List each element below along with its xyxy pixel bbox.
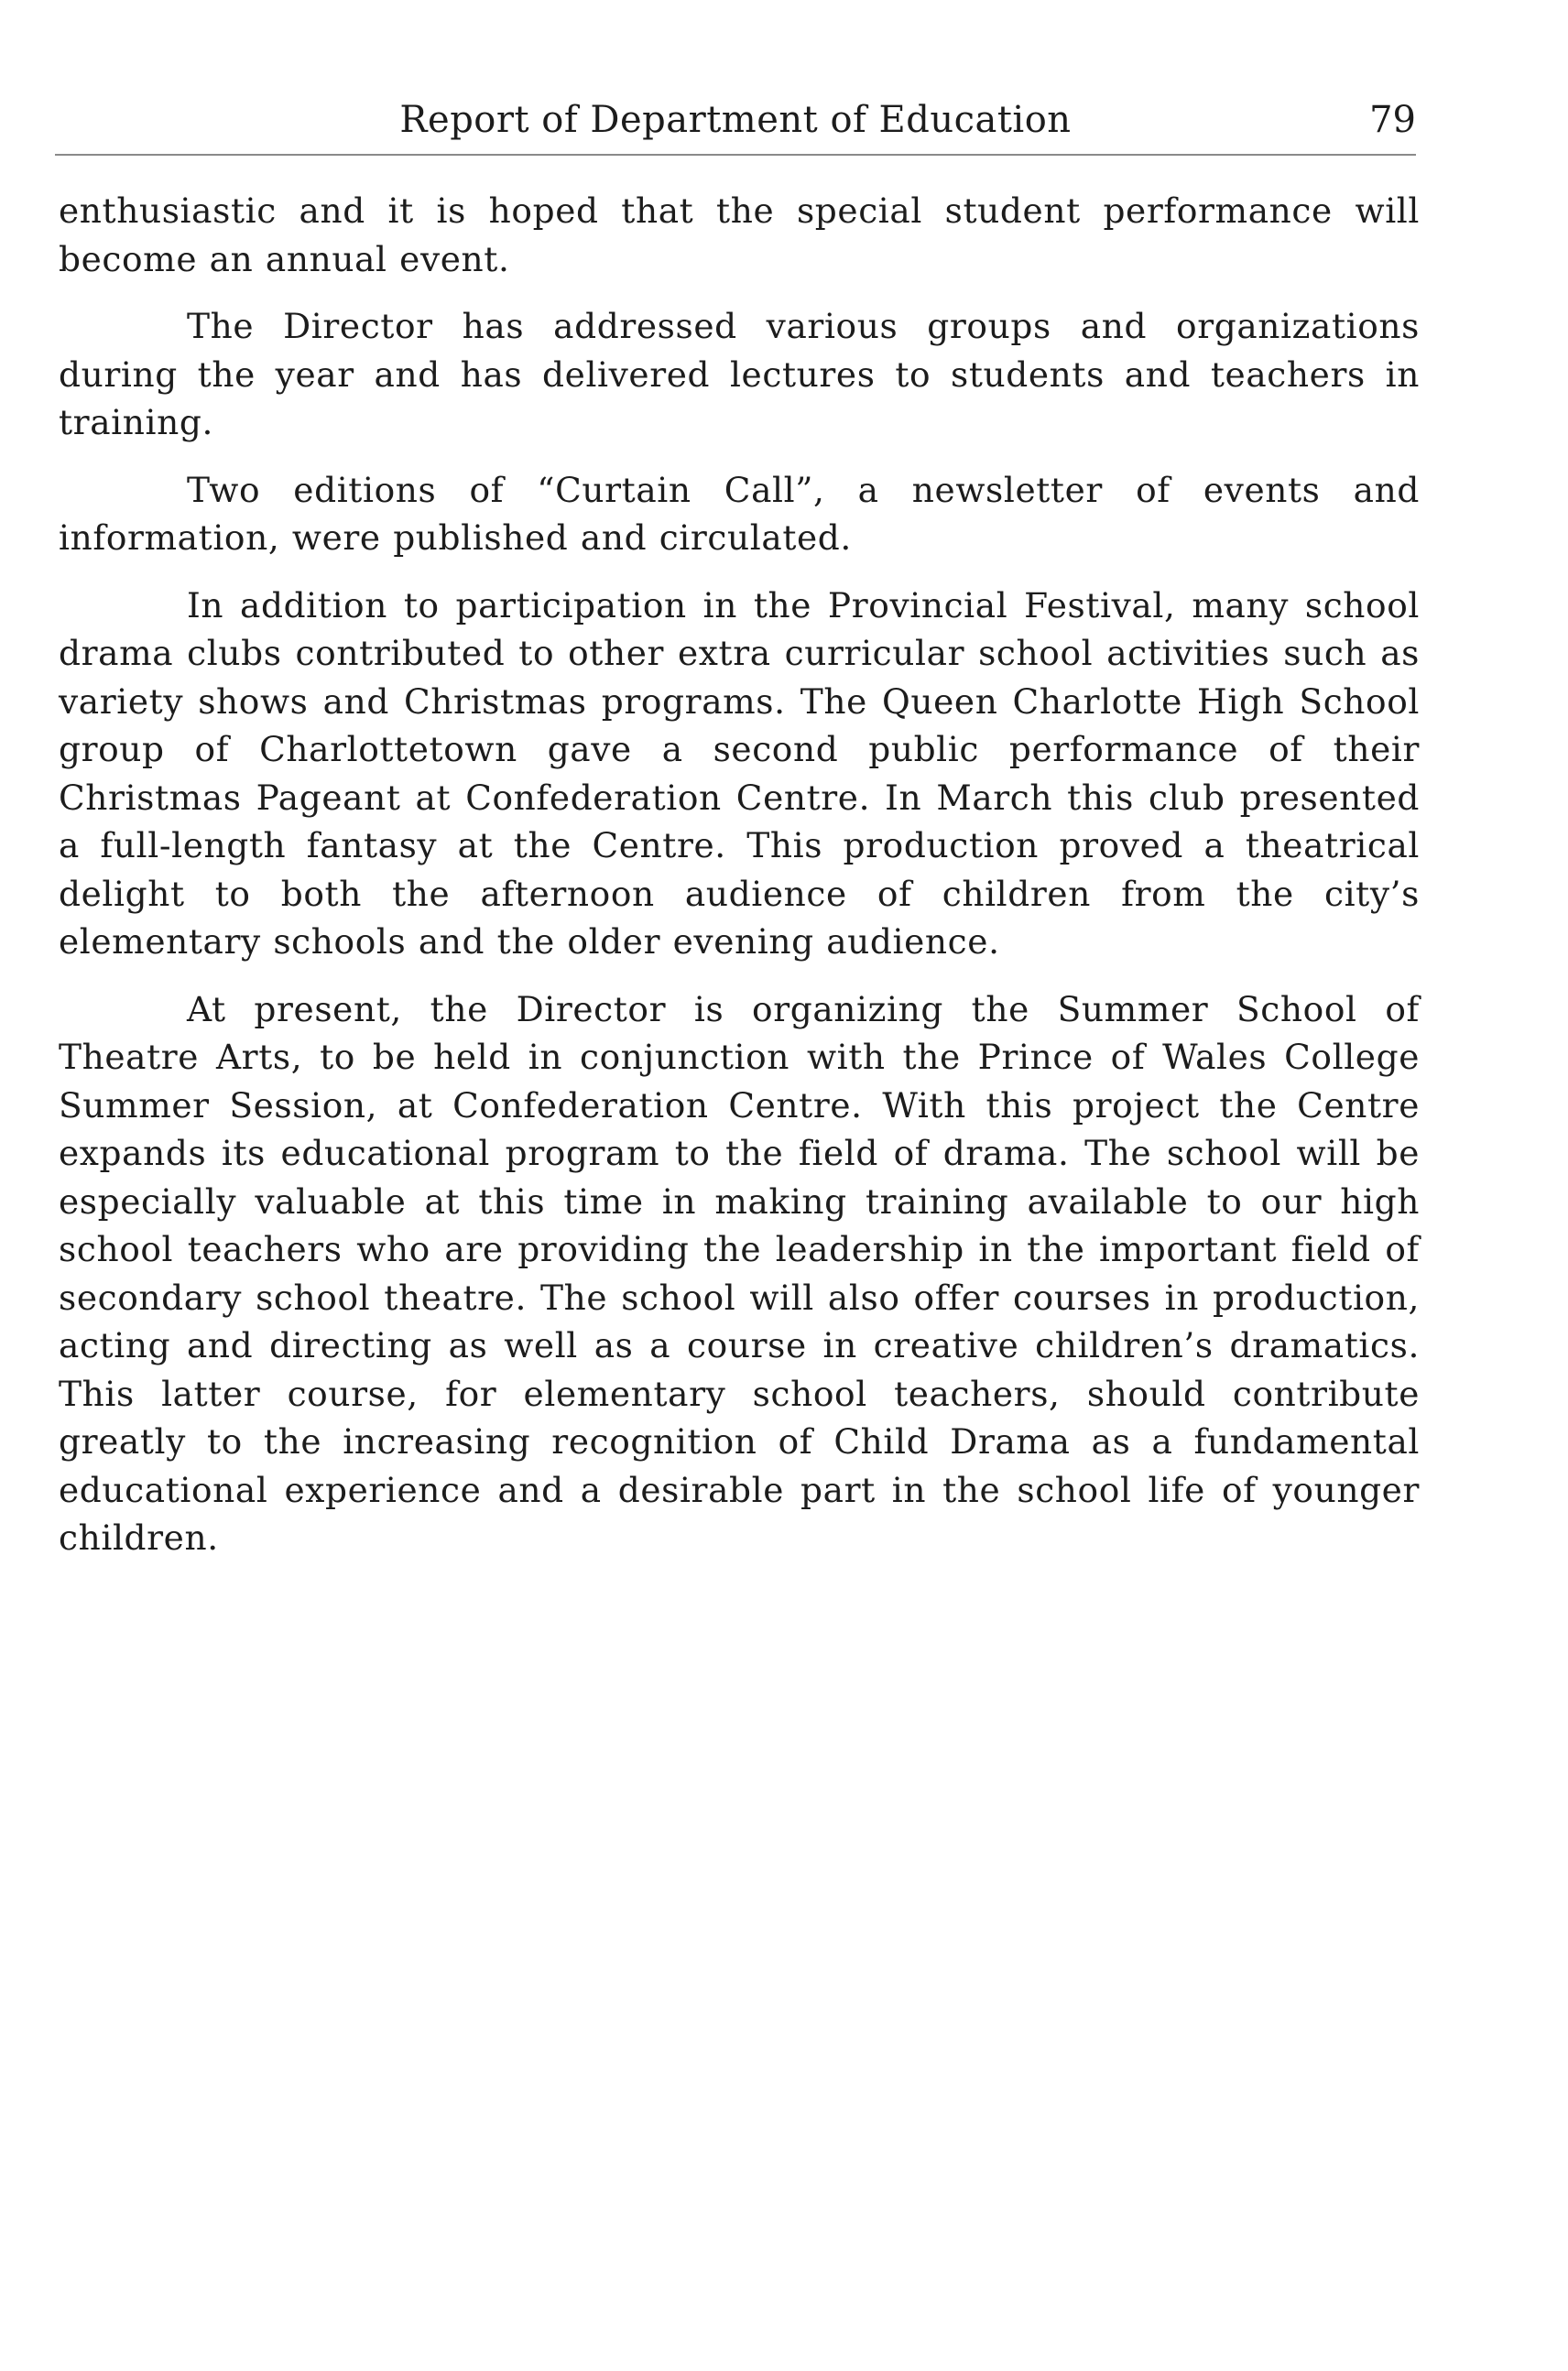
paragraph-summer-school: At present, the Director is organizing the Summer School of Theatre Arts, to be held in conjunction with the Prince of Wales College Summer Session, at Confederation Centre. With this project the Centre expands its educational program to the field of drama. The school will be especially valuable at this time in making training available to our high school teachers who are providing the leadership in the important field of secondary school theatre. The school will also offer courses in production, acting and directing as well as a course in creative children’s dramatics. This latter course, for elementary school teachers, should contribute greatly to the increasing recognition of Child Drama as a fundamental educational experience and a desirable part in the school life of younger children. xyxy=(59,988,1420,1558)
header-rule xyxy=(55,154,1416,156)
paragraph-drama-clubs: In addition to participation in the Provincial Festival, many school drama clubs contributed to other extra curricular school activities such as variety shows and Christmas programs. The Queen Charlotte High School group of Charlottetown gave a second public performance of their Christmas Pageant at Confederation Centre. In March this club presented a full-length fantasy at the Centre. This production proved a theatrical delight to both the afternoon audience of children from the city’s elementary schools and the older evening audience. xyxy=(59,584,1420,962)
page-number: 79 xyxy=(1369,99,1416,141)
paragraph-director-lectures: The Director has addressed various groups and organizations during the year and has delivered lectures to students and teachers in training. xyxy=(59,306,1420,442)
body-text xyxy=(59,187,1420,1562)
running-header xyxy=(55,92,1416,158)
running-title: Report of Department of Education xyxy=(399,99,1072,141)
paragraph-curtain-call: Two editions of “Curtain Call”, a newsletter of events and information, were published and circulated. xyxy=(59,469,1420,558)
paragraph-continued: enthusiastic and it is hoped that the special student performance will become an annual event. xyxy=(59,190,1420,279)
